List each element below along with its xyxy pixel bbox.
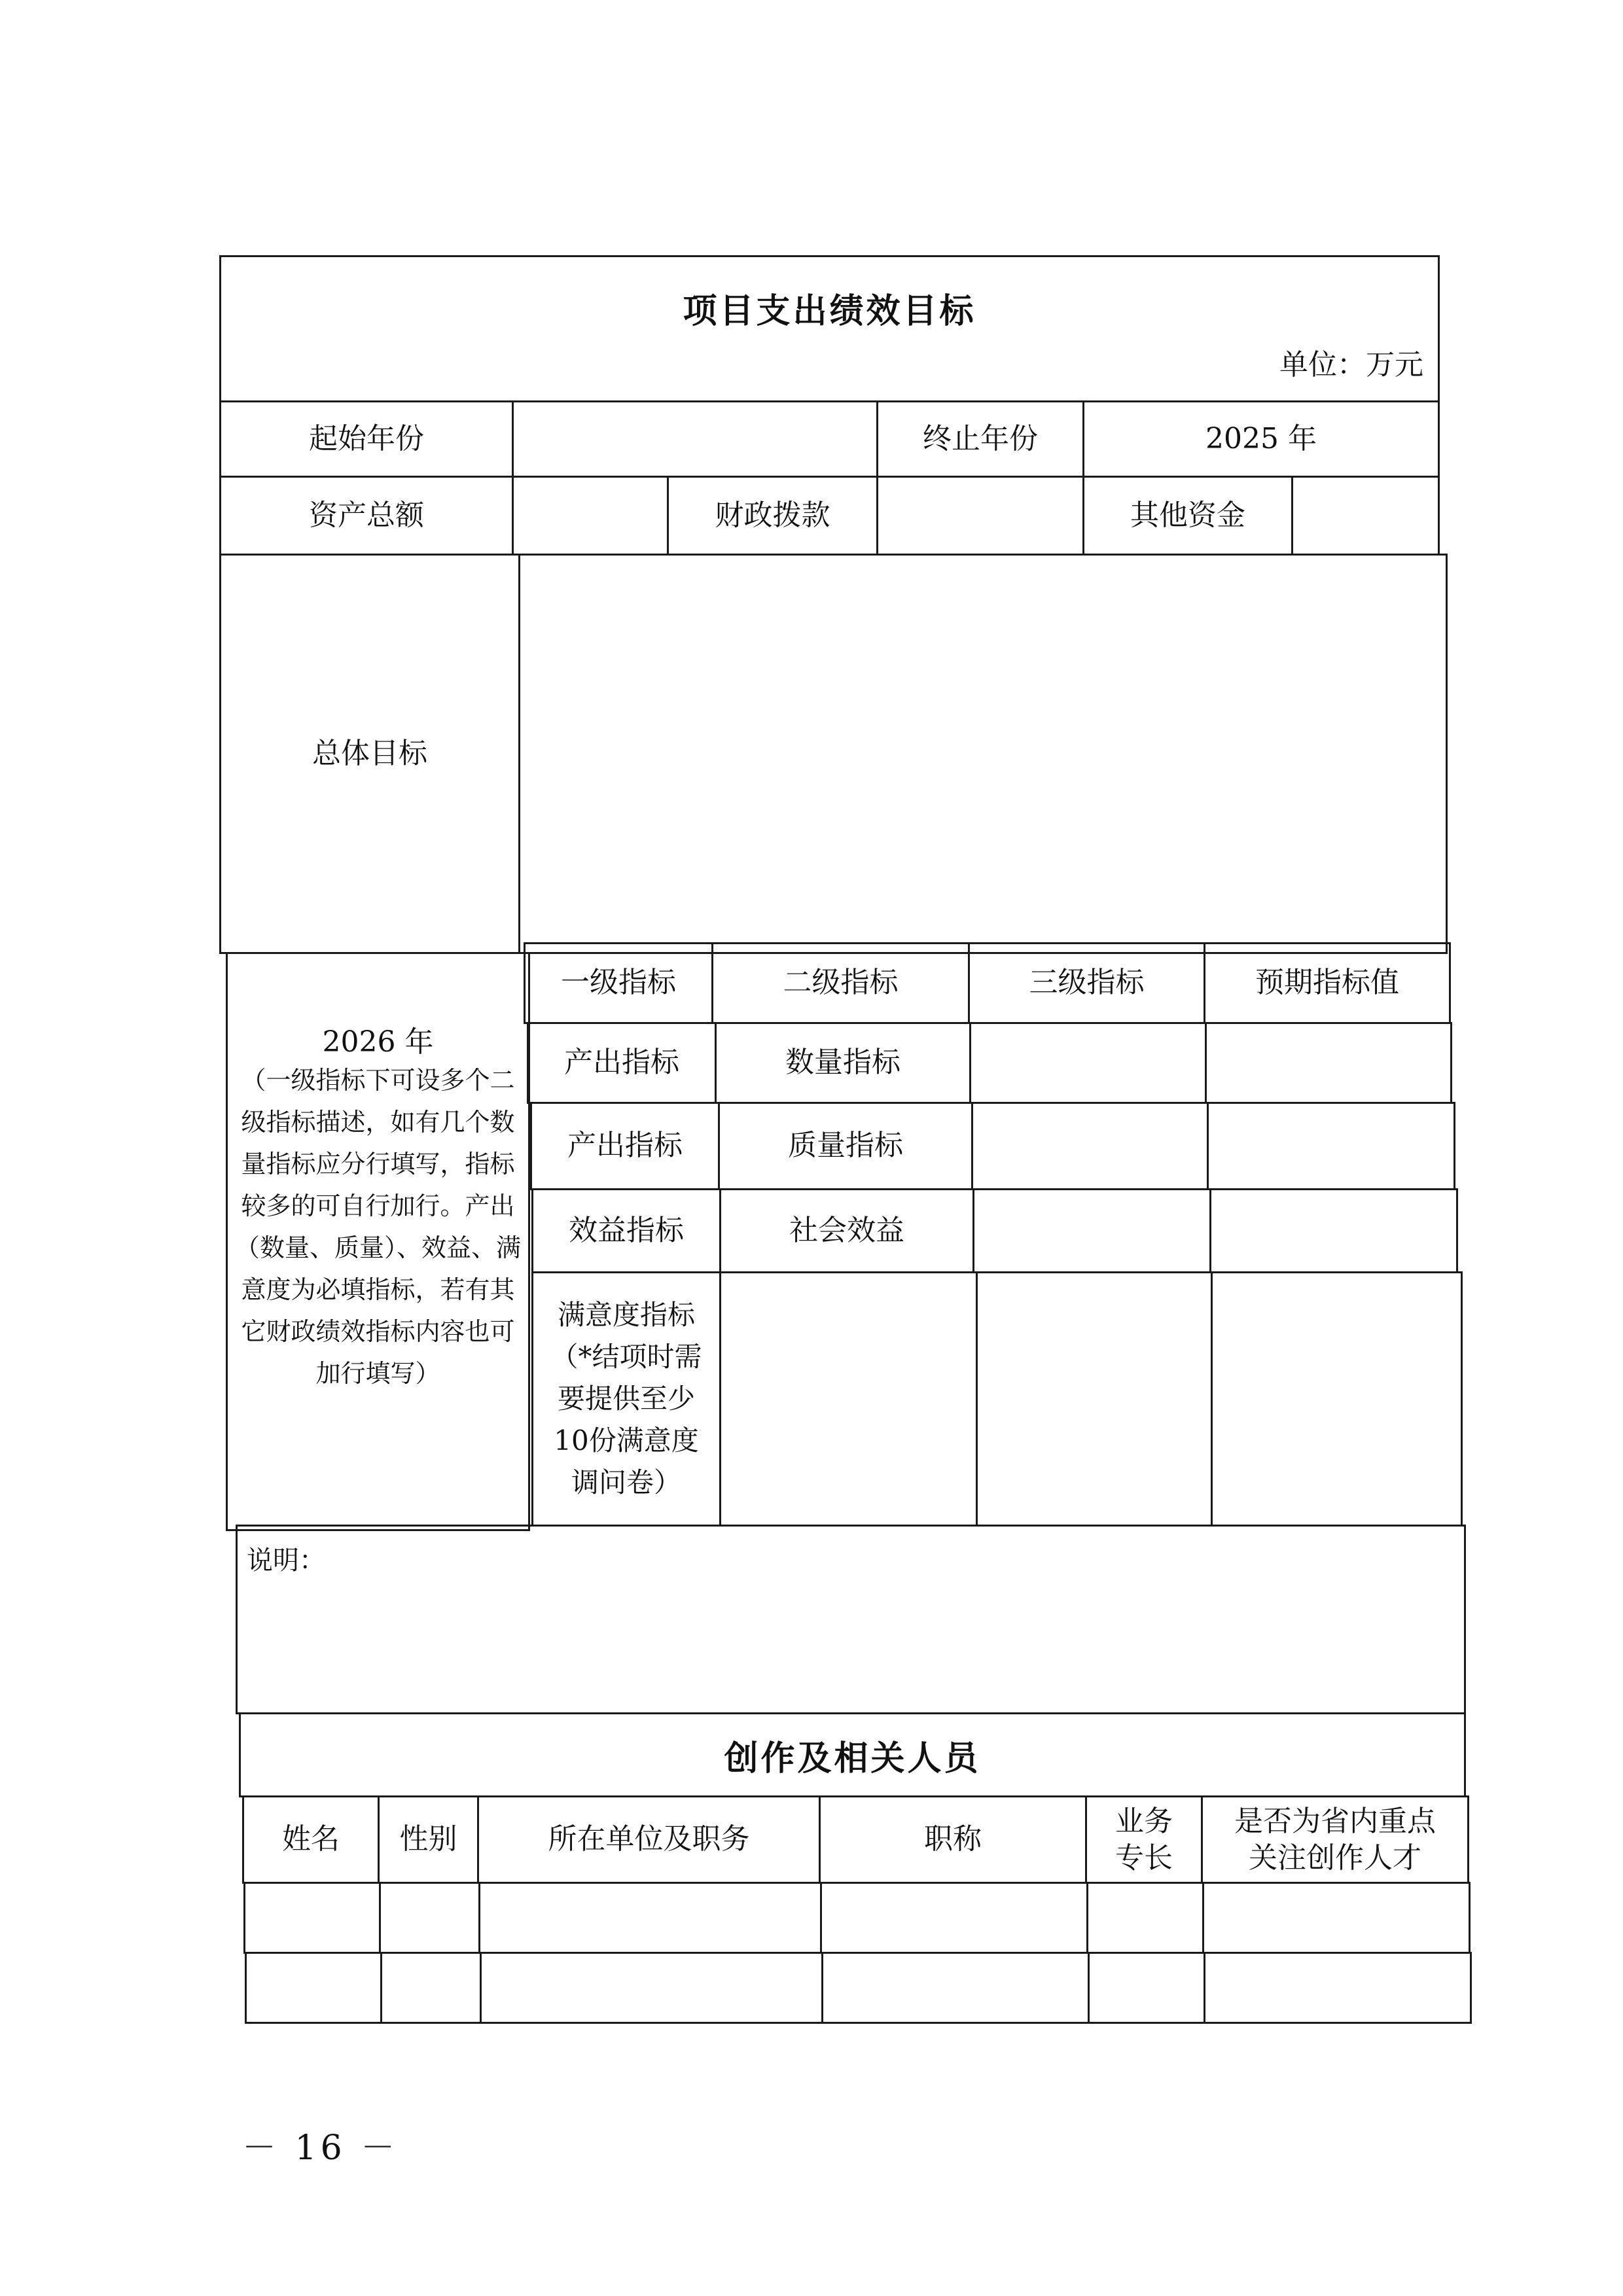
unit-label: 单位：万元 [1279, 348, 1423, 381]
indicator-row-level2: 社会效益 [719, 1188, 974, 1273]
fiscal-appropriation-value[interactable] [876, 476, 1084, 556]
indicator-row-level1: 产出指标 [530, 1102, 720, 1190]
staff-header-expertise-text: 业务专长 [1115, 1804, 1173, 1875]
indicator-row-level2[interactable] [719, 1271, 978, 1527]
staff-cell-expertise[interactable] [1086, 1882, 1204, 1954]
year-label: 2026 年 [322, 1025, 434, 1059]
staff-header-name: 姓名 [242, 1795, 380, 1884]
fiscal-appropriation-label: 财政拨款 [667, 476, 878, 556]
indicator-header-level3: 三级指标 [968, 942, 1205, 1024]
year-note: （一级指标下可设多个二级指标描述，如有几个数量指标应分行填写，指标较多的可自行加行。产出（数量、质量）、效益、满意度为必填指标，若有其它财政绩效指标内容也可加行填写） [234, 1065, 521, 1388]
indicator-row-level3[interactable] [971, 1102, 1209, 1190]
start-year-label: 起始年份 [219, 400, 514, 478]
remarks-label: 说明： [247, 1545, 325, 1576]
indicator-row-level1: 产出指标 [527, 1022, 717, 1104]
staff-cell-name[interactable] [245, 1952, 382, 2024]
staff-cell-key-talent[interactable] [1202, 1882, 1471, 1954]
indicator-row-level3[interactable] [972, 1188, 1211, 1273]
indicator-row-level1 [531, 1271, 721, 1527]
total-assets-value[interactable] [512, 476, 669, 556]
indicator-header-level1: 一级指标 [524, 942, 713, 1024]
indicator-row-expected[interactable] [1205, 1022, 1452, 1104]
overall-goal-label: 总体目标 [219, 554, 520, 954]
end-year-value[interactable]: 2025 年 [1082, 400, 1440, 478]
staff-header-unit-title: 所在单位及职务 [477, 1795, 821, 1884]
other-funds-label: 其他资金 [1082, 476, 1293, 556]
indicator-header-level2: 二级指标 [711, 942, 970, 1024]
indicator-row-level3[interactable] [976, 1271, 1213, 1527]
overall-goal-value[interactable] [518, 554, 1448, 954]
indicator-header-expected: 预期指标值 [1204, 942, 1451, 1024]
start-year-value[interactable] [512, 400, 878, 478]
indicator-row-level3[interactable] [969, 1022, 1207, 1104]
staff-cell-key-talent[interactable] [1204, 1952, 1472, 2024]
other-funds-value[interactable] [1291, 476, 1440, 556]
indicator-row-level2: 数量指标 [715, 1022, 971, 1104]
indicator-row-level2: 质量指标 [718, 1102, 973, 1190]
indicator-row-level1: 效益指标 [531, 1188, 721, 1273]
indicator-row-expected[interactable] [1209, 1188, 1458, 1273]
staff-cell-unit-title[interactable] [478, 1882, 822, 1954]
total-assets-label: 资产总额 [219, 476, 514, 556]
end-year-label: 终止年份 [876, 400, 1084, 478]
perf-section-title: 项目支出绩效目标 [683, 292, 976, 331]
staff-cell-professional-title[interactable] [820, 1882, 1088, 1954]
staff-cell-unit-title[interactable] [480, 1952, 823, 2024]
satisfaction-indicator-text: 满意度指标（*结项时需要提供至少10份满意度调问卷） [550, 1299, 702, 1498]
staff-header-key-talent [1201, 1795, 1469, 1884]
staff-cell-expertise[interactable] [1088, 1952, 1205, 2024]
staff-header-expertise [1085, 1795, 1203, 1884]
staff-cell-name[interactable] [243, 1882, 381, 1954]
page-number: － 16 － [242, 2128, 399, 2168]
staff-header-key-talent-text: 是否为省内重点关注创作人才 [1234, 1804, 1436, 1875]
staff-header-gender: 性别 [378, 1795, 479, 1884]
indicator-row-expected[interactable] [1211, 1271, 1463, 1527]
year-note-cell [226, 952, 530, 1531]
staff-cell-gender[interactable] [380, 1952, 482, 2024]
staff-cell-professional-title[interactable] [821, 1952, 1090, 2024]
perf-title-cell [219, 255, 1440, 402]
remarks-cell[interactable] [236, 1525, 1466, 1714]
staff-section-title: 创作及相关人员 [239, 1712, 1466, 1797]
staff-cell-gender[interactable] [379, 1882, 480, 1954]
indicator-row-expected[interactable] [1207, 1102, 1455, 1190]
staff-header-professional-title: 职称 [819, 1795, 1087, 1884]
